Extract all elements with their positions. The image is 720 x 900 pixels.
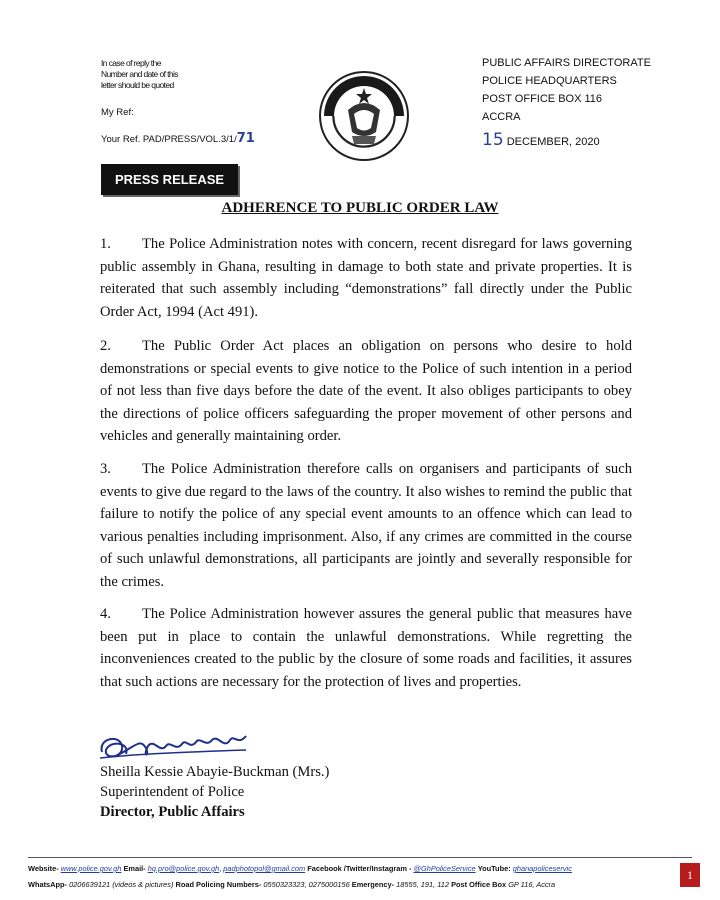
whatsapp-number: 0206639121 (videos & pictures) xyxy=(69,880,174,889)
paragraph-text: The Police Administration therefore calls on organisers and participants of such events to give due regard to the laws of the country. It also wishes to remind the public that failure to notify the police of any special event amounts to an offence which can lead to various penalties including imprisonment. Also, if any crimes are committed in the course of such unlawful demonstrations, all participants are jointly and severally responsible for the crimes. xyxy=(100,461,632,590)
reply-note xyxy=(101,58,178,91)
signatory-rank: Superintendent of Police xyxy=(100,784,245,800)
paragraph xyxy=(100,458,632,593)
address-line: PUBLIC AFFAIRS DIRECTORATE xyxy=(482,57,651,69)
emergency-label: Emergency- xyxy=(351,880,395,889)
footer-divider xyxy=(28,857,692,858)
paragraph-text: The Police Administration notes with concern, recent disregard for laws governing public assembly in Ghana, resulting in damage to both state and private properties. It is reiterated that such assembly including “demonstrations” fall directly under the Public Order Act, 1994 (Act 491). xyxy=(100,236,632,320)
date xyxy=(482,131,600,151)
email-link-2[interactable]: padphotopol@gmail.com xyxy=(223,864,306,873)
paragraph-text: The Public Order Act places an obligation on persons who desire to hold demonstrations or special events to give notice to the Police of such intention in a period of not less than five days before the date of the event. It also obliges participants to obey the directions of police officers safeguarding the proper movement of other persons and vehicles and generally maintaining order. xyxy=(100,338,632,444)
address-line: POST OFFICE BOX 116 xyxy=(482,93,603,105)
paragraph xyxy=(100,335,632,448)
your-ref-label: Your Ref. PAD/PRESS/VOL.3/1/ xyxy=(101,134,237,145)
your-ref-handwritten: 71 xyxy=(236,131,255,146)
social-label: Facebook /Twitter/Instagram - xyxy=(307,864,412,873)
paragraph-number: 2. xyxy=(100,338,111,354)
address-line: ACCRA xyxy=(482,111,521,123)
whatsapp-label: WhatsApp- xyxy=(28,880,67,889)
signatory-position: Director, Public Affairs xyxy=(100,804,245,820)
website-label: Website- xyxy=(28,864,59,873)
youtube-label: YouTube: xyxy=(477,864,511,873)
footer-line-2 xyxy=(28,878,555,892)
road-policing-numbers: 0550323323, 0275000156 xyxy=(263,880,350,889)
page-number-badge: 1 xyxy=(680,863,700,887)
press-release-badge: PRESS RELEASE xyxy=(101,164,238,195)
paragraph xyxy=(100,603,632,693)
paragraph-number: 1. xyxy=(100,236,111,252)
po-box-value: GP 116, Accra xyxy=(508,880,556,889)
website-link[interactable]: www.police.gov.gh xyxy=(60,864,122,873)
po-box-label: Post Office Box xyxy=(451,880,507,889)
your-ref xyxy=(101,131,255,146)
youtube-link[interactable]: ghanapoliceservic xyxy=(512,864,572,873)
ghana-police-seal-icon xyxy=(318,70,410,162)
date-rest: DECEMBER, 2020 xyxy=(506,136,600,148)
reply-note-line: Number and date of this xyxy=(101,69,178,79)
address-block xyxy=(482,54,651,126)
social-handle-link[interactable]: @GhPoliceService xyxy=(413,864,476,873)
document-title: ADHERENCE TO PUBLIC ORDER LAW xyxy=(221,200,499,216)
road-policing-label: Road Policing Numbers- xyxy=(175,880,262,889)
address-line: POLICE HEADQUARTERS xyxy=(482,75,617,87)
signature-block xyxy=(100,762,329,822)
reply-note-line: letter should be quoted xyxy=(101,80,174,90)
paragraph xyxy=(100,233,632,323)
email-link-1[interactable]: hq.pro@police.gov.gh xyxy=(147,864,220,873)
footer-line-1: Website- www.police.gov.gh Email- hq.pro@police.gov.gh, padphotopol@gmail.com Facebook /Twitter/Instagram - @GhPoliceService YouTube: ghanapoliceservic xyxy=(28,864,572,873)
paragraph-text: The Police Administration however assures the general public that measures have been put in place to contain the unlawful demonstrations. While regretting the inconveniences created to the public by the closure of some roads and facilities, it assures that such actions are necessary for the protection of lives and properties. xyxy=(100,606,632,690)
signatory-name: Sheilla Kessie Abayie-Buckman (Mrs.) xyxy=(100,764,330,780)
reply-note-line: In case of reply the xyxy=(101,58,161,68)
paragraph-number: 3. xyxy=(100,461,111,477)
emergency-numbers: 18555, 191, 112 xyxy=(396,880,450,889)
my-ref-label: My Ref: xyxy=(101,107,134,118)
date-day-handwritten: 15 xyxy=(482,130,504,150)
paragraph-number: 4. xyxy=(100,606,111,622)
email-label: Email- xyxy=(123,864,146,873)
